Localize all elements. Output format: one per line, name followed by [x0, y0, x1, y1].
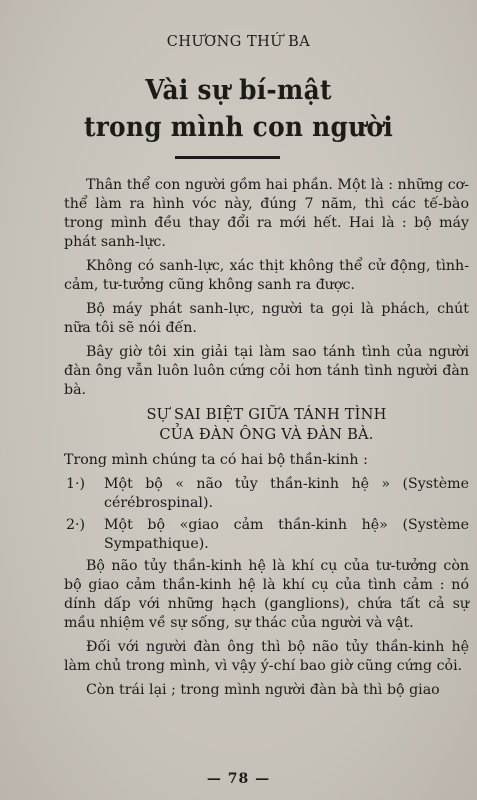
- section-heading: [64, 405, 469, 445]
- paragraph: Thân thể con người gồm hai phần. Một là : những cơ-thể làm ra hình vóc này, đúng 7 năm, thì các tế-bào trong mình đều thay đổi ra mới hết. Hai là : bộ máy phát sanh-lực.: [64, 177, 469, 250]
- intro-line: Trong mình chúng ta có hai bộ thần-kinh :: [64, 452, 368, 468]
- paragraph: Bộ não tủy thần-kinh hệ là khí cụ của tư-tưởng còn bộ giao cảm thần-kinh hệ là khí cụ của tình cảm : nó dính dấp với những hạch (ganglions), chứa tất cả sự mầu nhiệm về sự sống, sự thác của người và vật.: [64, 558, 469, 631]
- paragraph: Đối với người đàn ông thì bộ não tủy thần-kinh hệ làm chủ trong mình, vì vậy ý-chí bao giờ cũng cứng cỏi.: [64, 639, 469, 674]
- list-item: [64, 475, 469, 513]
- title-underline: [175, 156, 280, 159]
- list-text: Một bộ «giao cảm thần-kinh hệ» (Système Sympathique).: [104, 517, 469, 552]
- paragraph: Không có sanh-lực, xác thịt không thể cử động, tình-cảm, tư-tưởng cũng không sanh ra được.: [64, 258, 469, 293]
- list-text: Một bộ « não tủy thần-kinh hệ » (Système cérébrospinal).: [104, 476, 469, 511]
- section-heading-line-1: SỰ SAI BIỆT GIỮA TÁNH TÌNH: [146, 406, 387, 423]
- paragraph: Còn trái lại ; trong mình người đàn bà thì bộ giao: [86, 682, 440, 698]
- chapter-label: CHƯƠNG THỨ BA: [166, 34, 311, 50]
- list-number: 1·): [66, 476, 86, 492]
- paragraph: Bây giờ tôi xin giải tại làm sao tánh tình của người đàn ông vẫn luôn luôn cứng cỏi hơn tánh tình người đàn bà.: [64, 344, 469, 398]
- page-body: [64, 176, 469, 705]
- list-item: [64, 516, 469, 554]
- title-line-1: Vài sự bí-mật: [145, 75, 332, 106]
- page-number: — 78 —: [206, 771, 271, 787]
- title-line-2: trong mình con người: [83, 112, 394, 143]
- paragraph: Bộ máy phát sanh-lực, người ta gọi là phách, chút nữa tôi sẽ nói đến.: [64, 301, 469, 336]
- section-heading-line-2: CỦA ĐÀN ÔNG VÀ ĐÀN BÀ.: [159, 426, 374, 443]
- list-number: 2·): [66, 517, 86, 533]
